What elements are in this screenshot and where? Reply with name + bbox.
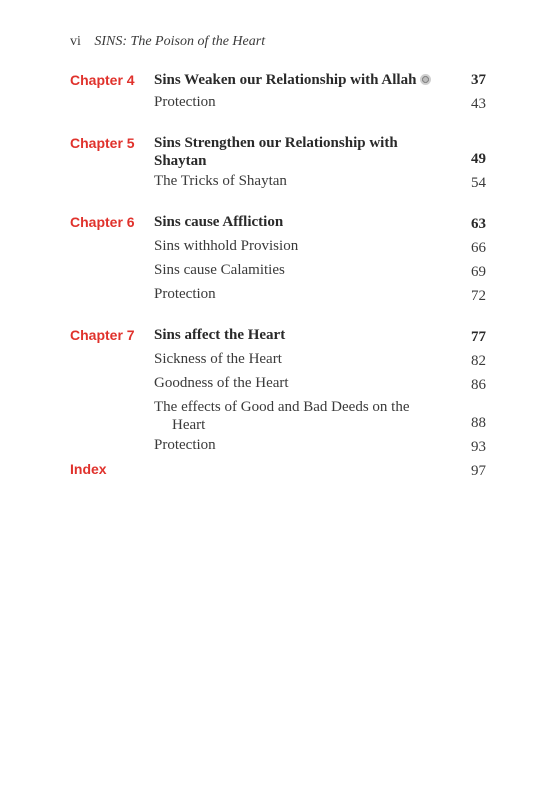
- toc-entry-sins-cause-calamities[interactable]: [70, 259, 486, 283]
- page-number: 49: [471, 151, 486, 167]
- toc-entry-protection[interactable]: [70, 91, 486, 115]
- page-number: 43: [471, 96, 486, 112]
- page-number: 37: [471, 72, 486, 88]
- page-number: 69: [471, 264, 486, 280]
- page-number: 63: [471, 216, 486, 232]
- chapter-title: Sins Strengthen our Relationship with Shaytan: [154, 135, 398, 169]
- toc-index[interactable]: [70, 458, 486, 482]
- toc-entry-tricks-of-shaytan[interactable]: [70, 170, 486, 194]
- chapter-label: Chapter 5: [70, 135, 135, 151]
- index-label: Index: [70, 461, 107, 477]
- chapter-label: Chapter 6: [70, 214, 135, 230]
- honorific-seal-icon: [420, 74, 431, 85]
- toc-chapter-4[interactable]: [70, 69, 486, 91]
- page-number: 66: [471, 240, 486, 256]
- entry-title: Protection: [154, 94, 216, 110]
- entry-title: The Tricks of Shaytan: [154, 173, 287, 189]
- entry-title: Sickness of the Heart: [154, 351, 282, 367]
- page-number: 77: [471, 329, 486, 345]
- table-of-contents: [70, 69, 486, 482]
- book-title: SINS: The Poison of the Heart: [94, 34, 266, 49]
- entry-title: Sins withhold Provision: [154, 238, 299, 254]
- page-folio: vi: [70, 34, 81, 49]
- entry-title: Protection: [154, 286, 216, 302]
- chapter-title: Sins Weaken our Relationship with Allah: [154, 69, 486, 89]
- chapter-label: Chapter 7: [70, 327, 135, 343]
- running-head: [70, 34, 265, 50]
- toc-chapter-6[interactable]: [70, 211, 486, 235]
- entry-title: The effects of Good and Bad Deeds on the Heart: [154, 399, 410, 433]
- toc-entry-goodness-of-the-heart[interactable]: [70, 372, 486, 396]
- entry-title: Sins cause Calamities: [154, 262, 285, 278]
- toc-chapter-5[interactable]: [70, 132, 486, 170]
- toc-entry-protection[interactable]: [70, 283, 486, 307]
- entry-title: Protection: [154, 437, 216, 453]
- page-number: 93: [471, 439, 486, 455]
- page-number: 97: [471, 463, 486, 479]
- toc-entry-sins-withhold-provision[interactable]: [70, 235, 486, 259]
- page-number: 86: [471, 377, 486, 393]
- entry-title: Goodness of the Heart: [154, 375, 289, 391]
- chapter-label: Chapter 4: [70, 72, 135, 88]
- chapter-title: Sins cause Affliction: [154, 214, 284, 230]
- toc-entry-sickness-of-the-heart[interactable]: [70, 348, 486, 372]
- page-number: 72: [471, 288, 486, 304]
- page-number: 88: [471, 415, 486, 431]
- page-number: 54: [471, 175, 486, 191]
- toc-entry-effects-of-deeds[interactable]: [70, 396, 486, 434]
- page-number: 82: [471, 353, 486, 369]
- toc-entry-protection[interactable]: [70, 434, 486, 458]
- toc-chapter-7[interactable]: [70, 324, 486, 348]
- chapter-title: Sins affect the Heart: [154, 327, 286, 343]
